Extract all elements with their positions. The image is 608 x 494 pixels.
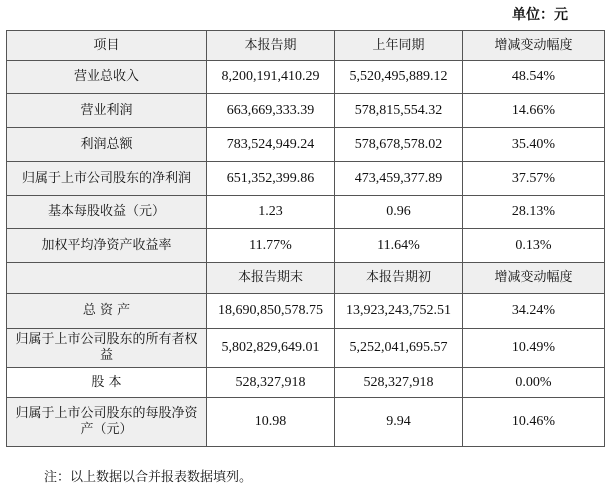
row-label: 加权平均净资产收益率 — [7, 229, 207, 263]
table-row — [7, 329, 605, 368]
table-row — [7, 61, 605, 94]
header-row — [7, 31, 605, 61]
table-row — [7, 229, 605, 263]
current-value: 5,802,829,649.01 — [207, 329, 335, 368]
current-value: 783,524,949.24 — [207, 128, 335, 162]
row-label: 总 资 产 — [7, 294, 207, 329]
current-value: 663,669,333.39 — [207, 94, 335, 128]
current-value: 10.98 — [207, 398, 335, 447]
prior-value: 5,252,041,695.57 — [335, 329, 463, 368]
change-value: 48.54% — [463, 61, 605, 94]
table-row — [7, 162, 605, 196]
change-value: 37.57% — [463, 162, 605, 196]
current-value: 11.77% — [207, 229, 335, 263]
change-value: 28.13% — [463, 196, 605, 229]
current-value: 528,327,918 — [207, 368, 335, 398]
change-value: 34.24% — [463, 294, 605, 329]
sub-header-blank — [7, 263, 207, 294]
header-period-start: 本报告期初 — [335, 263, 463, 294]
current-value: 8,200,191,410.29 — [207, 61, 335, 94]
table-row — [7, 398, 605, 447]
sub-header-row — [7, 263, 605, 294]
current-value: 1.23 — [207, 196, 335, 229]
row-label: 归属于上市公司股东的每股净资产（元） — [7, 398, 207, 447]
table-row — [7, 368, 605, 398]
prior-value: 578,678,578.02 — [335, 128, 463, 162]
table-row — [7, 94, 605, 128]
header-period-end: 本报告期末 — [207, 263, 335, 294]
prior-value: 528,327,918 — [335, 368, 463, 398]
footnote: 注：以上数据以合并报表数据填列。 — [44, 470, 253, 485]
row-label: 营业利润 — [7, 94, 207, 128]
table-row — [7, 128, 605, 162]
current-value: 651,352,399.86 — [207, 162, 335, 196]
header-change: 增减变动幅度 — [463, 263, 605, 294]
financial-summary-table — [6, 30, 605, 447]
prior-value: 9.94 — [335, 398, 463, 447]
table-row — [7, 294, 605, 329]
change-value: 10.49% — [463, 329, 605, 368]
prior-value: 473,459,377.89 — [335, 162, 463, 196]
row-label: 股 本 — [7, 368, 207, 398]
prior-value: 578,815,554.32 — [335, 94, 463, 128]
change-value: 10.46% — [463, 398, 605, 447]
change-value: 0.13% — [463, 229, 605, 263]
row-label: 营业总收入 — [7, 61, 207, 94]
unit-label: 单位：元 — [512, 7, 568, 23]
header-current-period: 本报告期 — [207, 31, 335, 61]
row-label: 基本每股收益（元） — [7, 196, 207, 229]
prior-value: 13,923,243,752.51 — [335, 294, 463, 329]
current-value: 18,690,850,578.75 — [207, 294, 335, 329]
header-item: 项目 — [7, 31, 207, 61]
change-value: 14.66% — [463, 94, 605, 128]
change-value: 0.00% — [463, 368, 605, 398]
change-value: 35.40% — [463, 128, 605, 162]
prior-value: 5,520,495,889.12 — [335, 61, 463, 94]
row-label: 利润总额 — [7, 128, 207, 162]
header-change: 增减变动幅度 — [463, 31, 605, 61]
prior-value: 11.64% — [335, 229, 463, 263]
row-label: 归属于上市公司股东的所有者权益 — [7, 329, 207, 368]
row-label: 归属于上市公司股东的净利润 — [7, 162, 207, 196]
header-prior-period: 上年同期 — [335, 31, 463, 61]
prior-value: 0.96 — [335, 196, 463, 229]
table-row — [7, 196, 605, 229]
